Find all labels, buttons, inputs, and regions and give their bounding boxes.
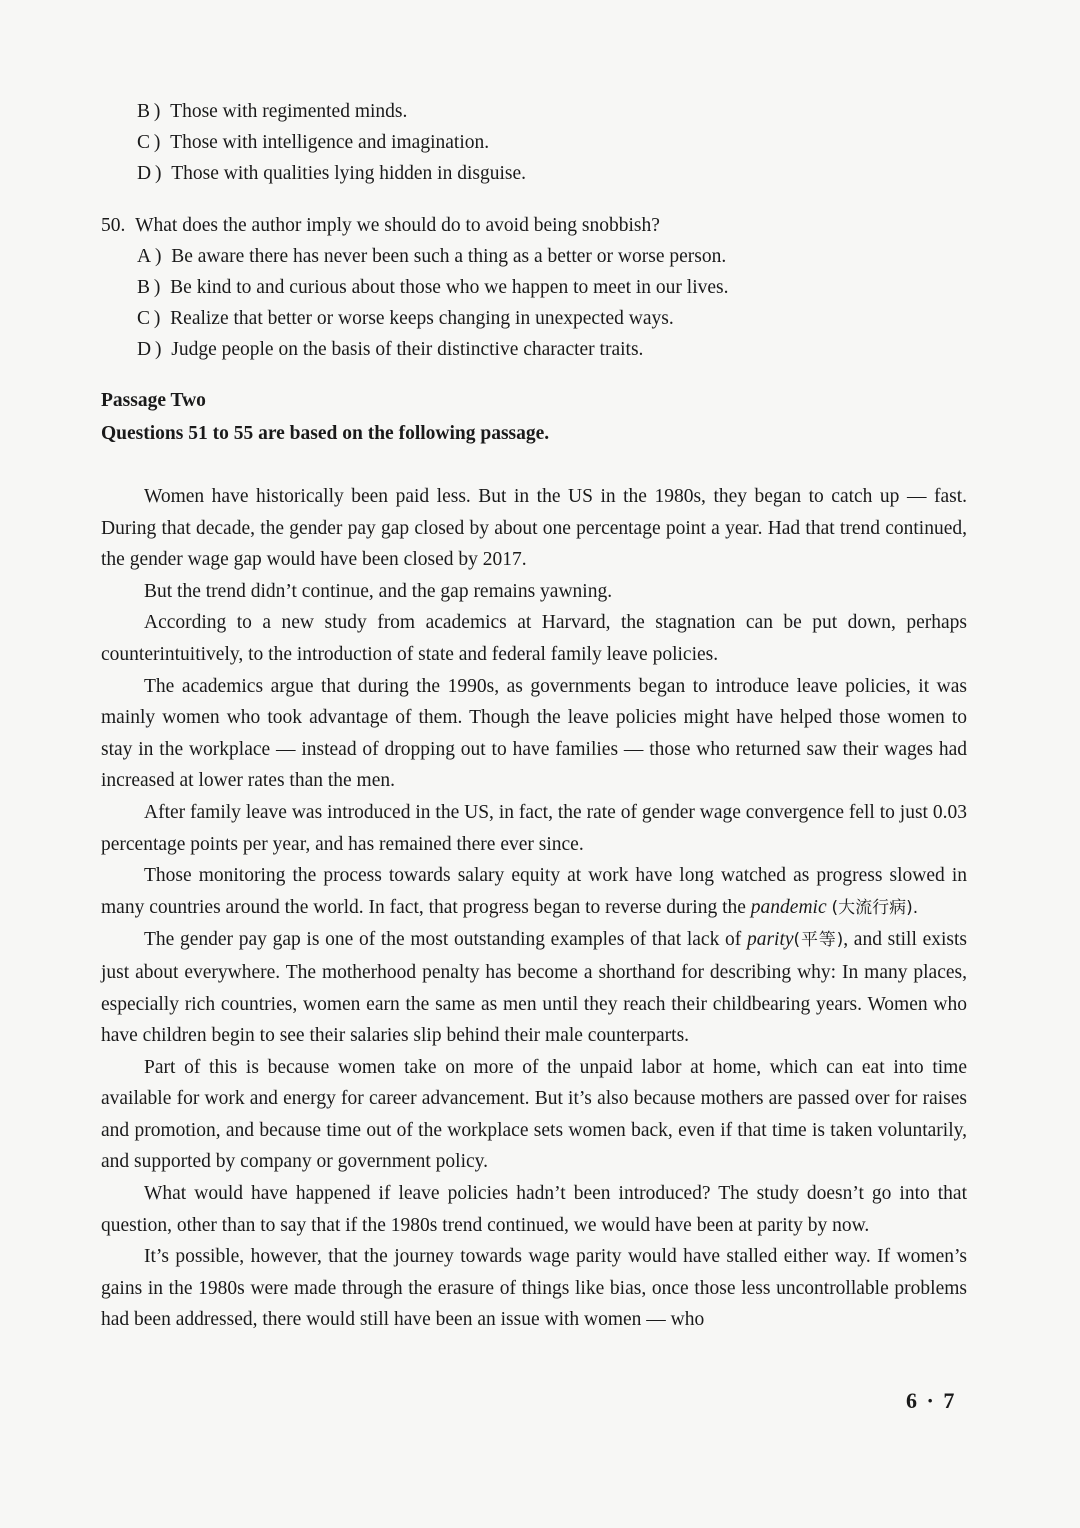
q50-stem: 50. What does the author imply we should do to avoid being snobbish? [101,215,660,236]
paragraph-7-text: The gender pay gap is one of the most outstanding examples of that lack of [144,929,742,951]
paragraph-10: It’s possible, however, that the journey towards wage parity would have stalled either way. If women’s gains in the 1980s were made through the erasure of things like bias, once those less uncontrollable problems had been addressed, there would still have been an issue with women — who [101,1246,967,1331]
parity-gloss: (平等) [793,930,844,951]
passage-instruction: Questions 51 to 55 are based on the following passage. [101,423,550,444]
paragraph-6-text: Those monitoring the process towards salary equity at work have long watched as progress slowed in many countries around the world. In fact, that progress began to reverse during the [101,865,967,918]
q50-option-c: C ) Realize that better or worse keeps changing in unexpected ways. [137,308,674,329]
paragraph-9: What would have happened if leave policies hadn’t been introduced? The study doesn’t go into that question, other than to say that if the 1980s trend continued, we would have been at parity by now. [101,1183,967,1236]
q50-options [101,241,981,365]
q50-option-a: A ) Be aware there has never been such a thing as a better or worse person. [137,246,727,267]
passage-header [101,384,981,450]
passage-heading: Passage Two [101,390,206,411]
paragraph-5: After family leave was introduced in the US, in fact, the rate of gender wage convergence fell to just 0.03 percentage points per year, and has remained there ever since. [101,801,967,855]
question-49-options [137,96,977,189]
pandemic-gloss: (大流行病). [831,897,919,918]
paragraph-2: But the trend didn’t continue, and the gap remains yawning. [144,580,613,602]
paragraph-7 [101,924,967,1051]
paragraph-3: According to a new study from academics at Harvard, the stagnation can be put down, perhaps counterintuitively, to the introduction of state and federal family leave policies. [101,612,967,665]
paragraph-8: Part of this is because women take on more of the unpaid labor at home, which can eat into time available for work and energy for career advancement. But it’s also because mothers are passed over for raises and promotion, and because time out of the workplace sets women back, even if that time is taken voluntarily, and supported by company or government policy. [101,1056,967,1173]
paragraph-7-rest: , and still exists just about everywhere. The motherhood penalty has become a shorthand for describing why: In many places, especially rich countries, women earn the same as men until they reach their childbearing years. Women who have children begin to see their salaries slip behind their male counterparts. [101,929,967,1047]
q50-option-b: B ) Be kind to and curious about those who we happen to meet in our lives. [137,277,729,298]
question-50 [101,210,981,365]
q50-option-d: D ) Judge people on the basis of their distinctive character traits. [137,339,644,360]
page-number: 6 · 7 [906,1388,957,1413]
paragraph-4: The academics argue that during the 1990s, as governments began to introduce leave policies, it was mainly women who took advantage of them. Though the leave policies might have helped those women to stay in the workplace — instead of dropping out to have families — those who returned saw their wages had increased at lower rates than the men. [101,675,967,792]
paragraph-6 [101,860,967,924]
q49-option-c: C ) Those with intelligence and imagination. [137,132,490,153]
paragraph-1: Women have historically been paid less. But in the US in the 1980s, they began to catch up — fast. During that decade, the gender pay gap closed by about one percentage point a year. Had that trend continued, the gender wage gap would have been closed by 2017. [101,486,967,571]
parity-term: parity [746,929,794,951]
pandemic-term: pandemic [750,896,827,918]
passage-body [101,481,967,1336]
q49-option-b: B ) Those with regimented minds. [137,101,408,122]
q49-option-d: D ) Those with qualities lying hidden in disguise. [137,163,526,184]
